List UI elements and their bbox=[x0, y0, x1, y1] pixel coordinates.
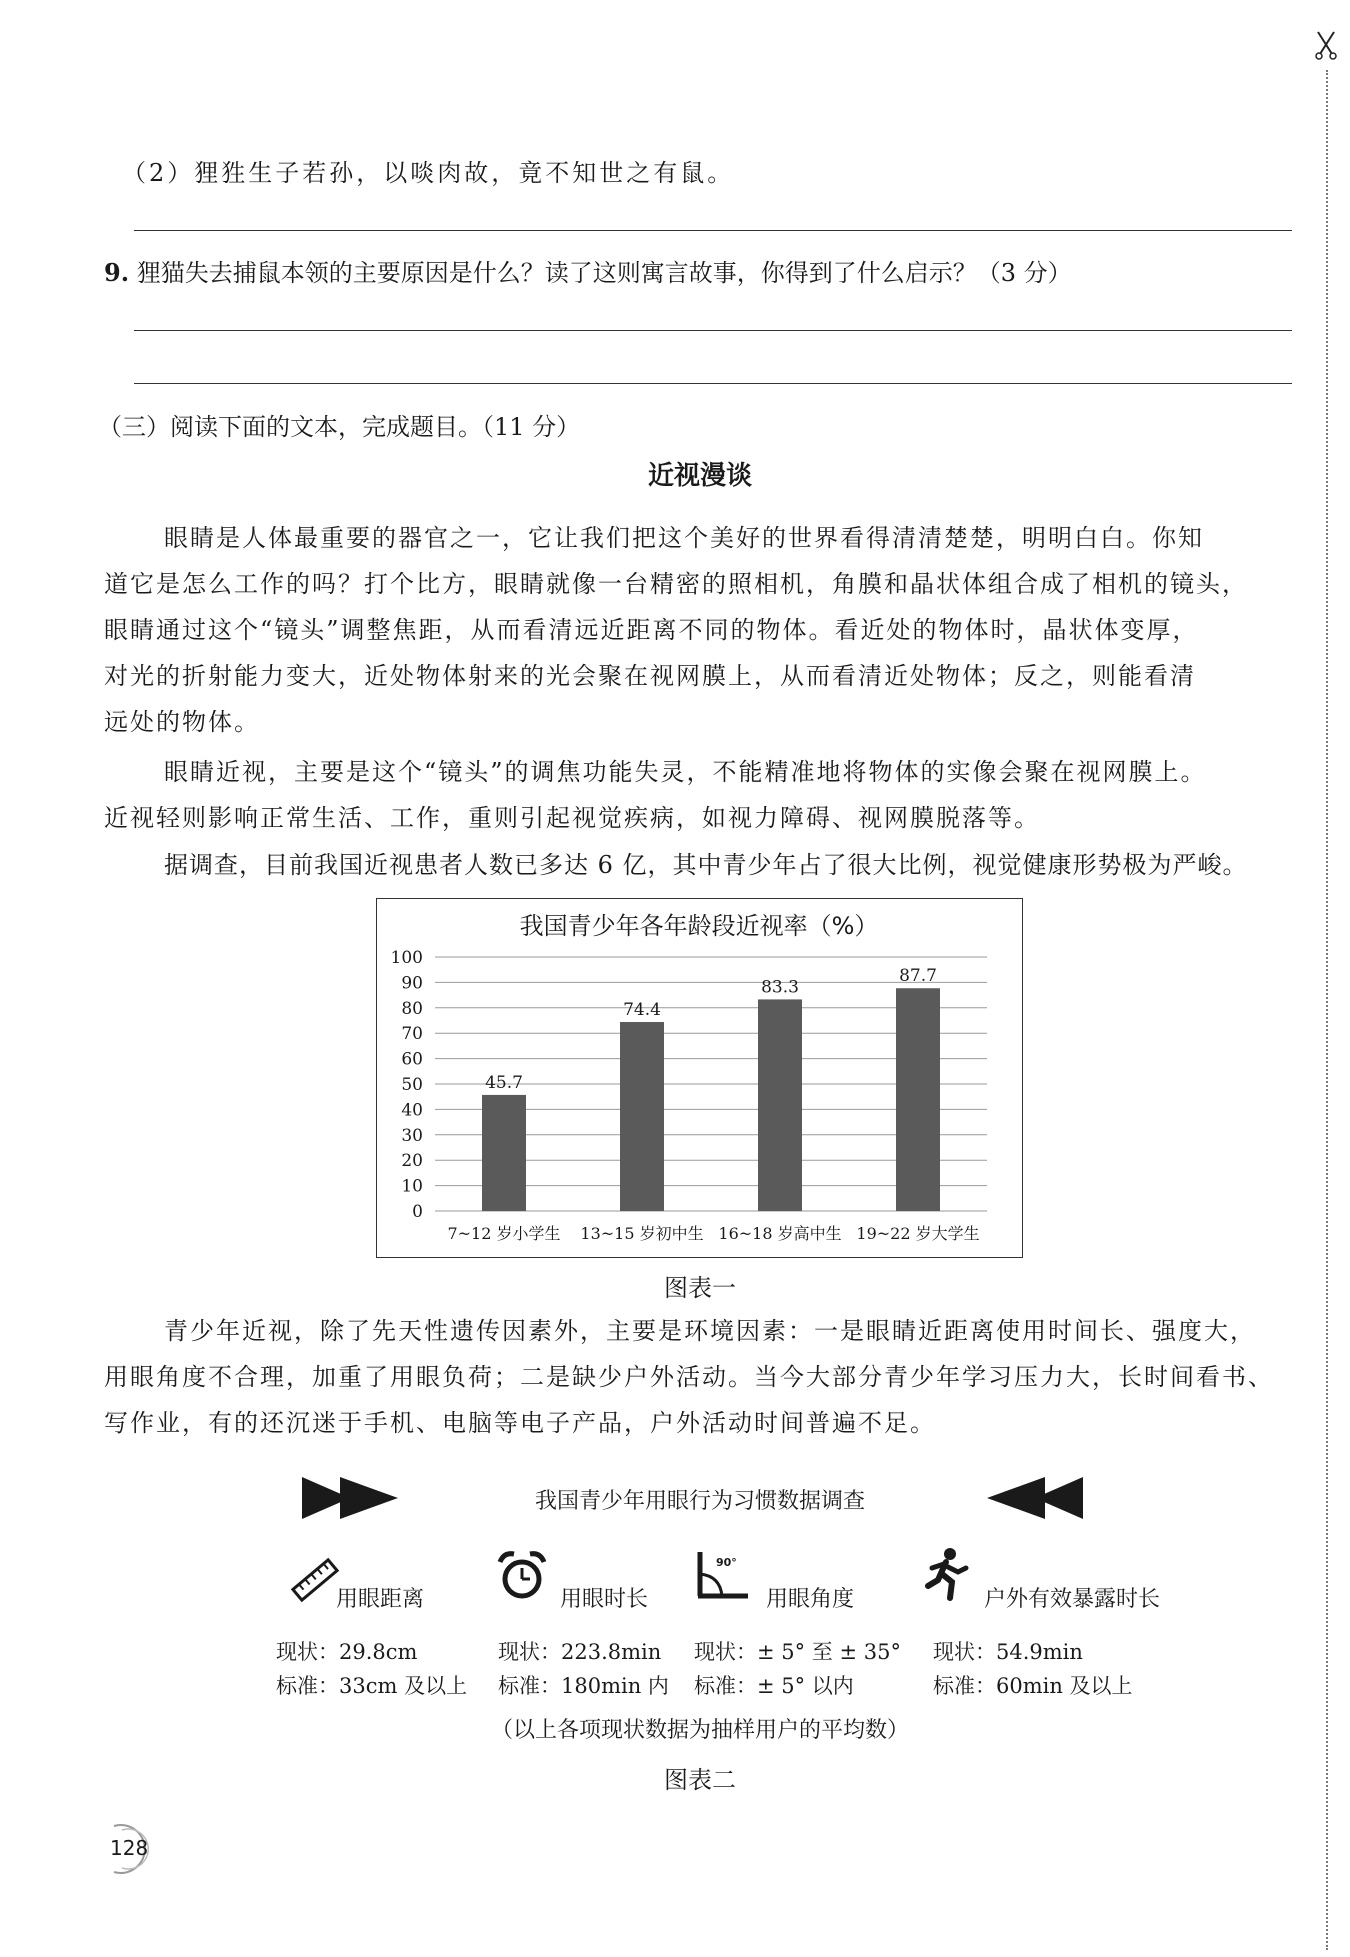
section-heading: （三）阅读下面的文本，完成题目。（11 分） bbox=[98, 413, 581, 441]
paragraph-2 bbox=[104, 749, 1294, 841]
paragraph-1 bbox=[104, 515, 1294, 745]
paragraph-line: 远处的物体。 bbox=[104, 708, 260, 736]
bar bbox=[896, 988, 940, 1211]
survey-standard: 标准：33cm 及以上 bbox=[276, 1674, 468, 1698]
fast-forward-icon bbox=[300, 1475, 400, 1525]
survey-current: 现状：29.8cm bbox=[276, 1640, 418, 1664]
bar bbox=[620, 1022, 664, 1211]
chart-title: 我国青少年各年龄段近视率（%） bbox=[519, 912, 879, 940]
running-person-icon bbox=[920, 1546, 970, 1606]
paragraph-line: 眼睛是人体最重要的器官之一，它让我们把这个美好的世界看得清清楚楚，明明白白。你知 bbox=[164, 524, 1204, 552]
paragraph-line: 近视轻则影响正常生活、工作，重则引起视觉疾病，如视力障碍、视网膜脱落等。 bbox=[104, 804, 1040, 832]
x-tick-label: 13~15 岁初中生 bbox=[580, 1224, 704, 1243]
y-tick-label: 30 bbox=[401, 1125, 423, 1146]
paragraph-line: 写作业，有的还沉迷于手机、电脑等电子产品，户外活动时间普遍不足。 bbox=[104, 1409, 936, 1437]
survey-label: 用眼时长 bbox=[560, 1587, 649, 1612]
x-tick-label: 7~12 岁小学生 bbox=[447, 1224, 561, 1243]
paragraph-line: 对光的折射能力变大，近处物体射来的光会聚在视网膜上，从而看清近处物体；反之，则能看清 bbox=[104, 662, 1196, 690]
bar bbox=[482, 1095, 526, 1211]
bar-chart-frame bbox=[376, 898, 1023, 1258]
data-label: 87.7 bbox=[899, 966, 937, 987]
answer-line bbox=[134, 330, 1292, 331]
paragraph-line: 青少年近视，除了先天性遗传因素外，主要是环境因素：一是眼睛近距离使用时间长、强度大， bbox=[164, 1317, 1256, 1345]
paragraph-line: 用眼角度不合理，加重了用眼负荷；二是缺少户外活动。当今大部分青少年学习压力大，长时间看书、 bbox=[104, 1363, 1274, 1391]
chart1-caption: 图表一 bbox=[664, 1274, 736, 1302]
answer-line bbox=[134, 230, 1292, 231]
data-label: 74.4 bbox=[623, 1000, 661, 1021]
rewind-icon bbox=[985, 1475, 1085, 1525]
alarm-clock-icon bbox=[496, 1550, 548, 1606]
survey-standard: 标准：180min 内 bbox=[498, 1674, 669, 1698]
survey-standard: 标准：± 5° 以内 bbox=[694, 1674, 854, 1698]
angle-icon-label: 90° bbox=[716, 1556, 737, 1569]
article-title: 近视漫谈 bbox=[647, 461, 752, 491]
paragraph-4 bbox=[104, 1308, 1294, 1446]
paragraph-line: 据调查，目前我国近视患者人数已多达 6 亿，其中青少年占了很大比例，视觉健康形势极为严峻。 bbox=[164, 851, 1248, 879]
paragraph-line: 眼睛通过这个“镜头”调整焦距，从而看清远近距离不同的物体。看近处的物体时，晶状体变厚， bbox=[104, 616, 1199, 644]
data-label: 45.7 bbox=[485, 1072, 523, 1093]
y-tick-label: 70 bbox=[401, 1024, 423, 1045]
answer-line bbox=[134, 383, 1292, 384]
chart2-caption: 图表二 bbox=[664, 1766, 736, 1794]
survey-standard: 标准：60min 及以上 bbox=[933, 1674, 1133, 1698]
bar bbox=[758, 999, 802, 1211]
survey-title: 我国青少年用眼行为习惯数据调查 bbox=[534, 1489, 865, 1514]
angle-icon bbox=[692, 1548, 752, 1606]
survey-note: （以上各项现状数据为抽样用户的平均数） bbox=[490, 1718, 909, 1743]
survey-current: 现状：223.8min bbox=[498, 1640, 662, 1664]
survey-label: 用眼距离 bbox=[336, 1587, 425, 1612]
page-number: 128 bbox=[110, 1836, 149, 1860]
paragraph-line: 道它是怎么工作的吗？打个比方，眼睛就像一台精密的照相机，角膜和晶状体组合成了相机的镜头， bbox=[104, 570, 1248, 598]
question-9 bbox=[104, 256, 1072, 290]
survey-current: 现状：54.9min bbox=[933, 1640, 1083, 1664]
y-tick-label: 90 bbox=[401, 973, 423, 994]
cut-line bbox=[1326, 70, 1328, 1950]
y-tick-label: 100 bbox=[390, 948, 423, 968]
y-tick-label: 80 bbox=[401, 998, 423, 1019]
question-item-2: （2）狸狌生子若孙，以啖肉故，竟不知世之有鼠。 bbox=[122, 159, 735, 187]
y-tick-label: 50 bbox=[401, 1075, 423, 1095]
scissors-icon bbox=[1310, 28, 1342, 60]
data-label: 83.3 bbox=[761, 977, 799, 998]
x-tick-label: 16~18 岁高中生 bbox=[718, 1224, 842, 1243]
y-tick-label: 0 bbox=[412, 1202, 423, 1222]
paragraph-line: 眼睛近视，主要是这个“镜头”的调焦功能失灵，不能精准地将物体的实像会聚在视网膜上。 bbox=[164, 758, 1207, 786]
ruler-icon bbox=[290, 1555, 340, 1609]
y-tick-label: 20 bbox=[401, 1151, 423, 1172]
y-tick-label: 60 bbox=[401, 1049, 423, 1070]
question-text: 狸猫失去捕鼠本领的主要原因是什么？读了这则寓言故事，你得到了什么启示？（3 分） bbox=[136, 259, 1072, 287]
survey-label: 用眼角度 bbox=[766, 1587, 855, 1612]
x-tick-label: 19~22 岁大学生 bbox=[856, 1224, 980, 1243]
question-number: 9. bbox=[104, 258, 130, 287]
y-tick-label: 40 bbox=[401, 1100, 423, 1121]
survey-label: 户外有效暴露时长 bbox=[984, 1587, 1161, 1612]
paragraph-3 bbox=[104, 842, 1294, 888]
survey-current: 现状：± 5° 至 ± 35° bbox=[694, 1640, 901, 1664]
bar-chart bbox=[377, 899, 1022, 1257]
y-tick-label: 10 bbox=[401, 1176, 423, 1197]
